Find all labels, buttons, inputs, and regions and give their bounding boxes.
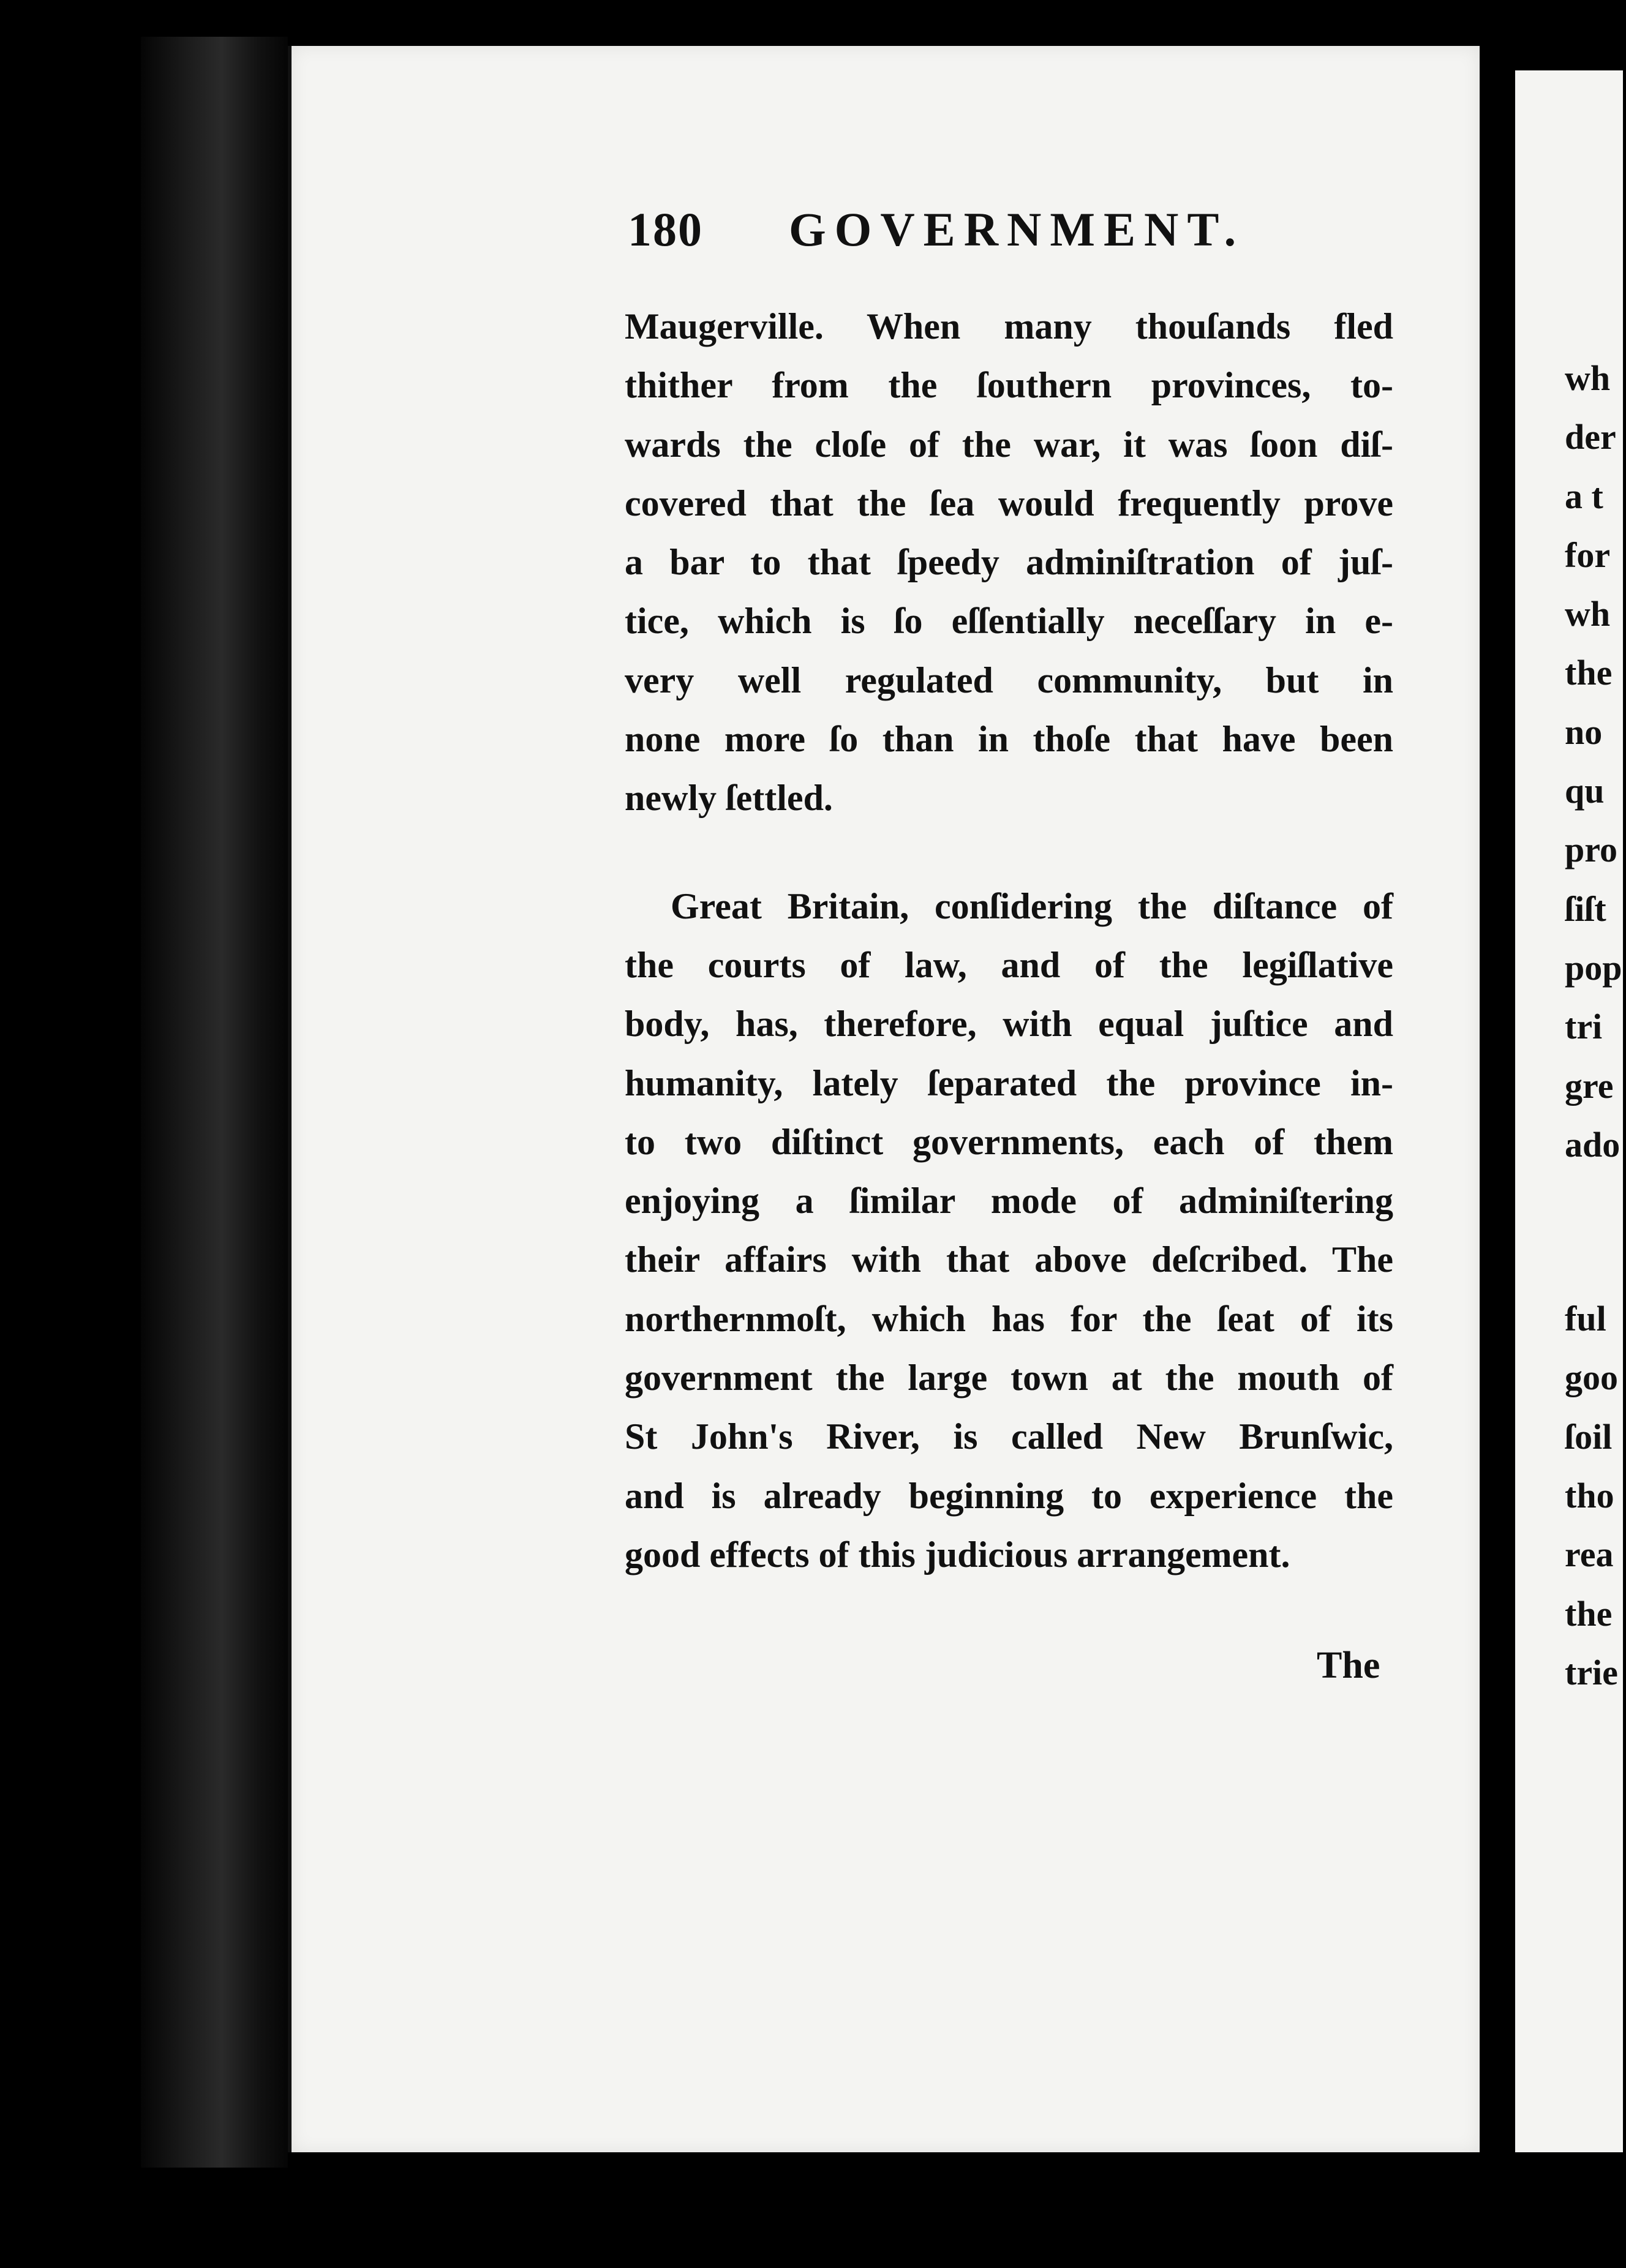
facing-gap — [1565, 1174, 1626, 1290]
text-line: wards the cloſe of the war, it was ſoon diſ- — [625, 424, 1393, 465]
facing-line: pro — [1565, 830, 1617, 870]
text-line: newly ſettled. — [625, 778, 833, 819]
text-line: tice, which is ſo eſſentially neceſſary in e- — [625, 601, 1393, 642]
running-title: GOVERNMENT. — [789, 203, 1245, 256]
text-line: body, has, therefore, with equal juſtice and — [625, 1004, 1393, 1045]
text-line: a bar to that ſpeedy adminiſtration of juſ- — [625, 542, 1393, 583]
text-line: government the large town at the mouth of — [625, 1357, 1393, 1399]
text-line: humanity, lately ſeparated the province in- — [625, 1062, 1393, 1103]
catchword: The — [1317, 1645, 1380, 1686]
text-line: St John's River, is called New Brunſwic, — [625, 1416, 1393, 1457]
facing-line: ado — [1565, 1124, 1620, 1165]
facing-line: qu — [1565, 771, 1605, 811]
facing-line: ſiſt — [1565, 888, 1606, 929]
facing-line: pop — [1565, 947, 1622, 988]
facing-line: ſoil — [1565, 1416, 1613, 1457]
text-line: good effects of this judicious arrangement. — [625, 1534, 1290, 1575]
text-line: enjoying a ſimilar mode of adminiſtering — [625, 1181, 1393, 1222]
text-line: the courts of law, and of the legiſlative — [625, 944, 1393, 985]
facing-page-text — [1565, 349, 1626, 1702]
facing-line: goo — [1565, 1357, 1618, 1398]
book-spine — [141, 37, 288, 2168]
facing-line: the — [1565, 1593, 1613, 1634]
page-number: 180 — [628, 203, 703, 256]
text-line: to two diſtinct governments, each of them — [625, 1121, 1393, 1162]
facing-line: no — [1565, 712, 1603, 752]
text-line: Great Britain, conſidering the diſtance of — [671, 885, 1393, 926]
running-header — [628, 202, 1393, 276]
facing-line: wh — [1565, 594, 1611, 634]
text-line: thither from the ſouthern provinces, to- — [625, 365, 1393, 406]
facing-line: der — [1565, 417, 1616, 457]
facing-line: ful — [1565, 1299, 1606, 1339]
text-line: none more ſo than in thoſe that have been — [625, 719, 1393, 760]
page-gutter — [1476, 46, 1507, 2152]
facing-line: for — [1565, 535, 1611, 575]
facing-line: tho — [1565, 1476, 1614, 1516]
facing-line: rea — [1565, 1534, 1614, 1575]
text-line: northernmoſt, which has for the ſeat of its — [625, 1298, 1393, 1339]
facing-line: tri — [1565, 1007, 1603, 1047]
text-line: Maugerville. When many thouſands fled — [625, 306, 1393, 347]
facing-line: gre — [1565, 1065, 1614, 1106]
facing-line: the — [1565, 653, 1613, 693]
body-text — [625, 297, 1393, 1584]
facing-line: wh — [1565, 358, 1611, 398]
text-line: very well regulated community, but in — [625, 659, 1393, 700]
text-line: and is already beginning to experience the — [625, 1475, 1393, 1516]
paragraph-gap — [625, 828, 1393, 877]
text-line: covered that the ſea would frequently prove — [625, 483, 1393, 524]
facing-line: a t — [1565, 476, 1603, 516]
text-line: their affairs with that above deſcribed. The — [625, 1239, 1393, 1280]
facing-line: trie — [1565, 1652, 1618, 1692]
